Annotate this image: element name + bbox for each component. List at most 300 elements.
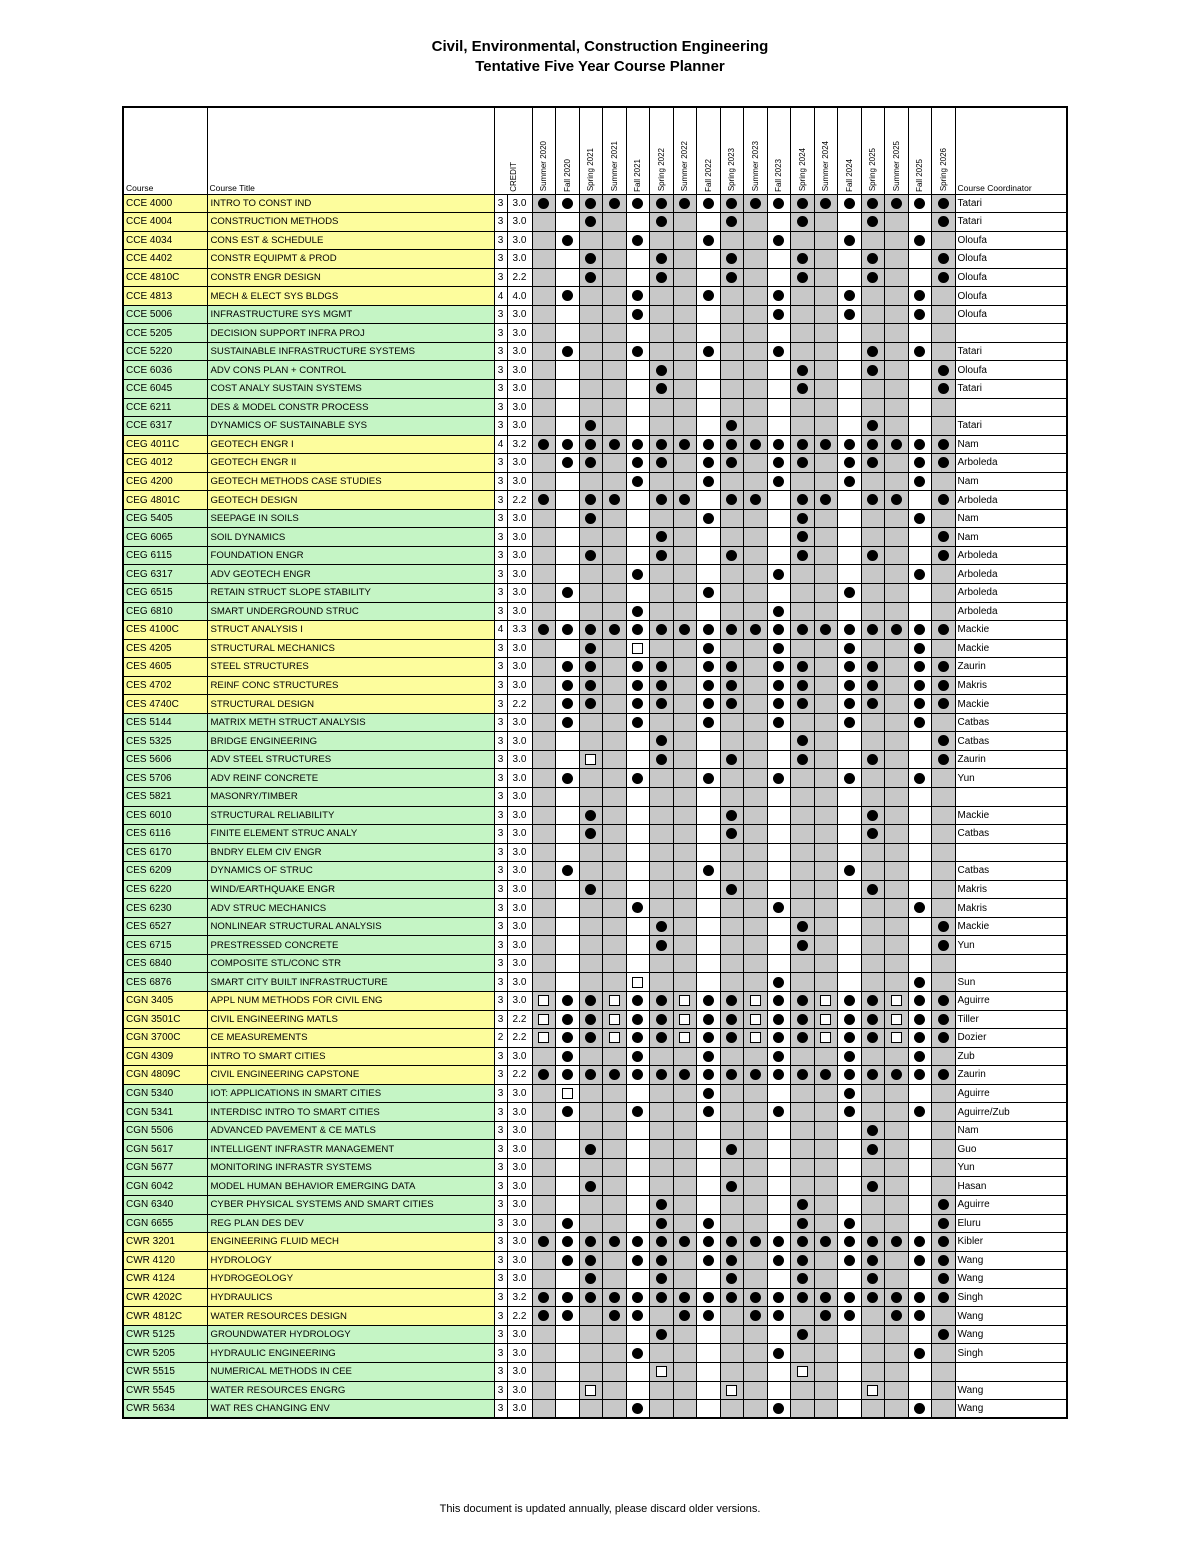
term-cell	[744, 1233, 768, 1252]
course-row	[123, 1325, 1067, 1344]
term-cell	[626, 268, 650, 287]
offered-dot-icon	[867, 253, 878, 264]
term-cell	[932, 1233, 956, 1252]
term-cell	[791, 1400, 815, 1419]
term-cell	[744, 769, 768, 788]
offered-dot-icon	[773, 624, 784, 635]
term-cell	[885, 602, 909, 621]
term-cell	[885, 621, 909, 640]
term-cell	[767, 1214, 791, 1233]
course-row	[123, 1400, 1067, 1419]
offered-dot-icon	[562, 1014, 573, 1025]
term-cell	[885, 862, 909, 881]
term-cell	[697, 417, 721, 436]
offered-dot-icon	[585, 439, 596, 450]
course-code: CEG 4011C	[123, 435, 207, 454]
course-rows	[123, 194, 1067, 1418]
term-cell	[532, 491, 556, 510]
term-cell	[532, 342, 556, 361]
term-cell	[932, 324, 956, 343]
term-cell	[579, 583, 603, 602]
course-coordinator: Makris	[955, 676, 1067, 695]
term-cell	[908, 1325, 932, 1344]
course-code: CGN 3405	[123, 992, 207, 1011]
offered-dot-icon	[585, 624, 596, 635]
term-cell	[861, 509, 885, 528]
term-cell	[603, 973, 627, 992]
offered-dot-icon	[679, 1292, 690, 1303]
course-row	[123, 602, 1067, 621]
offered-dot-icon	[867, 439, 878, 450]
term-cell	[861, 676, 885, 695]
term-cell	[791, 713, 815, 732]
term-cell	[885, 324, 909, 343]
term-cell	[861, 1400, 885, 1419]
term-cell	[532, 1177, 556, 1196]
term-cell	[767, 1047, 791, 1066]
course-credit: 2	[494, 1029, 507, 1048]
course-credit: 3	[494, 379, 507, 398]
course-hours: 3.0	[507, 1344, 532, 1363]
course-code: CEG 5405	[123, 509, 207, 528]
term-cell	[885, 732, 909, 751]
term-cell	[650, 324, 674, 343]
course-title: DES & MODEL CONSTR PROCESS	[207, 398, 494, 417]
term-cell	[885, 268, 909, 287]
offered-dot-icon	[867, 346, 878, 357]
term-cell	[697, 1103, 721, 1122]
offered-dot-icon	[867, 365, 878, 376]
term-cell	[697, 491, 721, 510]
offered-dot-icon	[750, 439, 761, 450]
term-cell	[532, 1084, 556, 1103]
course-hours: 3.0	[507, 973, 532, 992]
course-hours: 2.2	[507, 1029, 532, 1048]
term-cell	[814, 1103, 838, 1122]
term-cell	[626, 1362, 650, 1381]
offered-dot-icon	[585, 1236, 596, 1247]
term-cell	[791, 880, 815, 899]
term-cell	[767, 788, 791, 807]
term-cell	[720, 973, 744, 992]
term-cell	[814, 713, 838, 732]
term-cell	[838, 435, 862, 454]
course-coordinator: Yun	[955, 936, 1067, 955]
term-cell	[791, 1010, 815, 1029]
term-cell	[908, 379, 932, 398]
term-cell	[908, 899, 932, 918]
term-cell	[791, 769, 815, 788]
course-credit: 3	[494, 658, 507, 677]
course-code: CWR 4124	[123, 1270, 207, 1289]
term-cell	[861, 954, 885, 973]
offered-dot-icon	[938, 995, 949, 1006]
course-row	[123, 899, 1067, 918]
course-row	[123, 732, 1067, 751]
term-cell	[697, 305, 721, 324]
term-cell	[932, 1288, 956, 1307]
term-cell	[626, 658, 650, 677]
offered-dot-icon	[938, 383, 949, 394]
course-row	[123, 806, 1067, 825]
term-cell	[697, 398, 721, 417]
offered-dot-icon	[867, 1069, 878, 1080]
term-cell	[932, 491, 956, 510]
offered-dot-icon	[914, 1106, 925, 1117]
term-cell	[838, 954, 862, 973]
term-cell	[767, 1084, 791, 1103]
term-cell	[885, 361, 909, 380]
course-credit: 3	[494, 491, 507, 510]
term-cell	[744, 880, 768, 899]
term-cell	[861, 1288, 885, 1307]
offered-dot-icon	[585, 253, 596, 264]
offered-dot-icon	[726, 1181, 737, 1192]
term-cell	[885, 250, 909, 269]
offered-dot-icon	[726, 828, 737, 839]
term-cell	[626, 305, 650, 324]
term-cell	[932, 713, 956, 732]
term-cell	[861, 658, 885, 677]
term-cell	[861, 1140, 885, 1159]
offered-dot-icon	[562, 1051, 573, 1062]
term-cell	[603, 639, 627, 658]
term-cell	[908, 491, 932, 510]
offered-dot-icon	[562, 1236, 573, 1247]
term-cell	[673, 917, 697, 936]
term-cell	[556, 361, 580, 380]
offered-dot-icon	[938, 1255, 949, 1266]
course-row	[123, 1029, 1067, 1048]
term-cell	[720, 324, 744, 343]
term-cell	[697, 194, 721, 213]
offered-dot-icon	[562, 865, 573, 876]
course-code: CGN 3501C	[123, 1010, 207, 1029]
term-cell	[697, 936, 721, 955]
offered-dot-icon	[679, 1069, 690, 1080]
term-cell	[673, 1270, 697, 1289]
term-cell	[626, 1307, 650, 1326]
offered-dot-icon	[585, 698, 596, 709]
term-cell	[650, 1362, 674, 1381]
term-cell	[556, 658, 580, 677]
term-cell	[767, 472, 791, 491]
course-title: REINF CONC STRUCTURES	[207, 676, 494, 695]
term-cell	[650, 528, 674, 547]
offered-dot-icon	[773, 643, 784, 654]
offered-dot-icon	[632, 569, 643, 580]
term-cell	[838, 992, 862, 1011]
offered-dot-icon	[703, 1051, 714, 1062]
term-cell	[556, 936, 580, 955]
term-cell	[744, 491, 768, 510]
term-cell	[697, 880, 721, 899]
offered-dot-icon	[750, 1310, 761, 1321]
course-coordinator: Wang	[955, 1400, 1067, 1419]
course-title: DECISION SUPPORT INFRA PROJ	[207, 324, 494, 343]
term-cell	[744, 899, 768, 918]
term-cell	[603, 992, 627, 1011]
term-cell	[814, 231, 838, 250]
offered-dot-icon	[867, 661, 878, 672]
term-cell	[673, 287, 697, 306]
term-cell	[603, 1029, 627, 1048]
offered-dot-icon	[703, 624, 714, 635]
term-cell	[720, 1121, 744, 1140]
term-cell	[626, 621, 650, 640]
term-cell	[673, 1251, 697, 1270]
term-cell	[720, 398, 744, 417]
term-cell	[814, 695, 838, 714]
term-cell	[885, 1400, 909, 1419]
term-cell	[532, 583, 556, 602]
offered-dot-icon	[914, 698, 925, 709]
term-cell	[556, 268, 580, 287]
term-cell	[814, 194, 838, 213]
course-coordinator: Makris	[955, 880, 1067, 899]
course-hours: 3.0	[507, 324, 532, 343]
term-cell	[603, 491, 627, 510]
offered-dot-icon	[585, 1069, 596, 1080]
course-code: CCE 4810C	[123, 268, 207, 287]
term-cell	[932, 825, 956, 844]
term-cell	[861, 1196, 885, 1215]
term-cell	[861, 1381, 885, 1400]
term-cell	[861, 936, 885, 955]
term-cell	[556, 750, 580, 769]
course-code: CES 5144	[123, 713, 207, 732]
offered-dot-icon	[656, 253, 667, 264]
offered-dot-icon	[844, 309, 855, 320]
term-cell	[767, 1233, 791, 1252]
offered-dot-icon	[844, 198, 855, 209]
offered-dot-icon	[562, 587, 573, 598]
course-code: CEG 4012	[123, 454, 207, 473]
course-row	[123, 1010, 1067, 1029]
course-hours: 3.0	[507, 565, 532, 584]
term-cell	[532, 750, 556, 769]
offered-dot-icon	[844, 1051, 855, 1062]
course-title: SEEPAGE IN SOILS	[207, 509, 494, 528]
offered-dot-icon	[750, 1236, 761, 1247]
offered-dot-icon	[726, 439, 737, 450]
term-cell	[861, 713, 885, 732]
term-cell	[532, 287, 556, 306]
course-code: CES 6876	[123, 973, 207, 992]
term-cell	[814, 379, 838, 398]
term-cell	[767, 602, 791, 621]
term-cell	[720, 583, 744, 602]
term-cell	[861, 1010, 885, 1029]
term-cell	[720, 509, 744, 528]
term-cell	[720, 1010, 744, 1029]
course-hours: 3.0	[507, 917, 532, 936]
term-cell	[838, 769, 862, 788]
offered-dot-icon	[773, 977, 784, 988]
term-cell	[603, 806, 627, 825]
term-cell	[697, 583, 721, 602]
term-cell	[885, 379, 909, 398]
offered-dot-icon	[726, 1255, 737, 1266]
term-cell	[579, 1084, 603, 1103]
offered-dot-icon	[844, 995, 855, 1006]
offered-dot-icon	[797, 198, 808, 209]
course-title: CYBER PHYSICAL SYSTEMS AND SMART CITIES	[207, 1196, 494, 1215]
course-code: CCE 5220	[123, 342, 207, 361]
term-cell	[556, 1029, 580, 1048]
term-cell	[532, 732, 556, 751]
term-cell	[579, 491, 603, 510]
offered-dot-icon	[585, 995, 596, 1006]
term-cell	[814, 1066, 838, 1085]
offered-dot-icon	[750, 1292, 761, 1303]
course-code: CWR 5125	[123, 1325, 207, 1344]
offered-dot-icon	[797, 253, 808, 264]
offered-dot-icon	[820, 1236, 831, 1247]
term-cell	[673, 1344, 697, 1363]
offered-dot-icon	[914, 1403, 925, 1414]
course-hours: 3.0	[507, 1047, 532, 1066]
course-credit: 3	[494, 917, 507, 936]
term-cell	[626, 732, 650, 751]
term-cell	[532, 454, 556, 473]
offered-dot-icon	[656, 383, 667, 394]
term-cell	[626, 917, 650, 936]
term-cell	[814, 1029, 838, 1048]
offered-dot-icon	[585, 198, 596, 209]
term-cell	[579, 1121, 603, 1140]
course-coordinator	[955, 398, 1067, 417]
term-cell	[720, 213, 744, 232]
term-cell	[838, 1400, 862, 1419]
term-cell	[532, 1029, 556, 1048]
course-title: MODEL HUMAN BEHAVIOR EMERGING DATA	[207, 1177, 494, 1196]
offered-dot-icon	[844, 1292, 855, 1303]
course-credit: 4	[494, 621, 507, 640]
offered-dot-icon	[609, 624, 620, 635]
term-cell	[885, 1084, 909, 1103]
term-cell	[556, 954, 580, 973]
term-cell	[697, 1029, 721, 1048]
course-row	[123, 583, 1067, 602]
term-cell	[720, 843, 744, 862]
term-cell	[673, 361, 697, 380]
course-title: GEOTECH DESIGN	[207, 491, 494, 510]
term-cell	[650, 546, 674, 565]
term-cell	[532, 1140, 556, 1159]
term-cell	[932, 1400, 956, 1419]
course-row	[123, 1103, 1067, 1122]
term-cell	[556, 454, 580, 473]
offered-dot-icon	[726, 754, 737, 765]
offered-dot-icon	[797, 1255, 808, 1266]
course-credit: 3	[494, 250, 507, 269]
offered-dot-icon	[773, 1069, 784, 1080]
course-row	[123, 825, 1067, 844]
offered-dot-icon	[585, 420, 596, 431]
term-cell	[814, 565, 838, 584]
course-row	[123, 750, 1067, 769]
term-cell	[720, 862, 744, 881]
term-cell	[603, 565, 627, 584]
term-cell	[932, 305, 956, 324]
term-cell	[532, 1344, 556, 1363]
offered-dot-icon	[773, 1255, 784, 1266]
term-cell	[673, 342, 697, 361]
term-cell	[673, 1103, 697, 1122]
term-cell	[673, 862, 697, 881]
term-cell	[673, 379, 697, 398]
offered-dot-icon	[914, 1292, 925, 1303]
course-credit: 3	[494, 213, 507, 232]
offered-dot-icon	[938, 365, 949, 376]
term-cell	[885, 546, 909, 565]
term-cell	[838, 1214, 862, 1233]
term-cell	[603, 268, 627, 287]
term-cell	[673, 1010, 697, 1029]
term-cell	[650, 639, 674, 658]
term-cell	[697, 1177, 721, 1196]
term-cell	[673, 1158, 697, 1177]
offered-dot-icon	[914, 977, 925, 988]
term-cell	[814, 1140, 838, 1159]
term-cell	[603, 843, 627, 862]
term-cell	[556, 825, 580, 844]
course-hours: 3.0	[507, 1103, 532, 1122]
term-cell	[532, 639, 556, 658]
term-cell	[720, 1029, 744, 1048]
course-credit: 3	[494, 880, 507, 899]
term-cell	[908, 324, 932, 343]
term-cell	[556, 788, 580, 807]
term-cell	[908, 1381, 932, 1400]
term-cell	[744, 1029, 768, 1048]
course-row	[123, 1158, 1067, 1177]
term-cell	[603, 1400, 627, 1419]
term-cell	[932, 769, 956, 788]
offered-dot-icon	[726, 624, 737, 635]
term-cell	[932, 843, 956, 862]
term-cell	[579, 602, 603, 621]
term-cell	[556, 1233, 580, 1252]
offered-dot-icon	[914, 624, 925, 635]
term-cell	[556, 379, 580, 398]
term-cell	[885, 417, 909, 436]
term-cell	[838, 1251, 862, 1270]
offered-dot-icon	[726, 680, 737, 691]
term-cell	[673, 546, 697, 565]
term-cell	[908, 1103, 932, 1122]
term-cell	[791, 658, 815, 677]
course-hours: 3.0	[507, 1158, 532, 1177]
term-cell	[791, 454, 815, 473]
course-hours: 3.3	[507, 621, 532, 640]
term-cell	[744, 992, 768, 1011]
term-cell	[650, 1121, 674, 1140]
offered-dot-icon	[844, 476, 855, 487]
course-row	[123, 973, 1067, 992]
course-hours: 3.0	[507, 899, 532, 918]
term-cell	[814, 324, 838, 343]
offered-dot-icon	[938, 1273, 949, 1284]
term-cell	[603, 1270, 627, 1289]
term-cell	[603, 454, 627, 473]
term-cell	[744, 862, 768, 881]
course-title: RETAIN STRUCT SLOPE STABILITY	[207, 583, 494, 602]
term-cell	[650, 917, 674, 936]
term-cell	[744, 1158, 768, 1177]
term-cell	[697, 1251, 721, 1270]
